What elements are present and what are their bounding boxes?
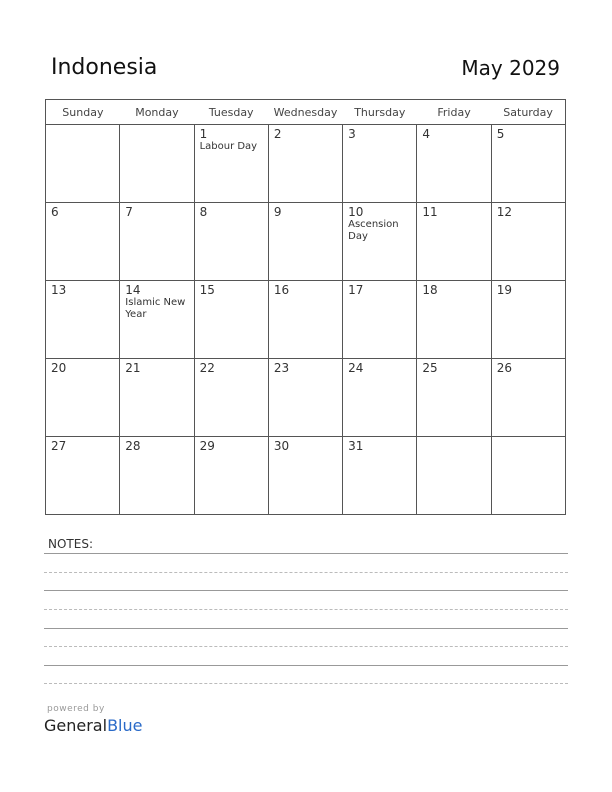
powered-by-text: powered by (47, 704, 105, 714)
day-cell (268, 359, 342, 437)
day-cell (46, 359, 120, 437)
day-cell (343, 437, 417, 515)
day-cell (417, 437, 491, 515)
day-cell (491, 437, 565, 515)
week-row (46, 203, 566, 281)
day-number: 9 (273, 205, 282, 219)
day-cell (491, 359, 565, 437)
day-cell (417, 125, 491, 203)
holiday-label: Islamic New Year (125, 297, 186, 320)
day-number: 1 (199, 127, 208, 141)
month-year-title: May 2029 (461, 56, 560, 80)
day-number: 13 (51, 283, 67, 297)
day-number: 28 (125, 439, 141, 453)
holiday-label: Labour Day (199, 141, 258, 152)
day-cell (194, 359, 268, 437)
notes-line-dashed (44, 646, 568, 647)
brand-blue: Blue (107, 716, 143, 735)
country-title: Indonesia (51, 55, 158, 80)
day-cell (491, 125, 565, 203)
weekday-header: Wednesday (268, 100, 342, 125)
day-cell (491, 203, 565, 281)
day-number: 24 (348, 361, 364, 375)
day-cell (343, 203, 417, 281)
notes-line (44, 665, 568, 666)
week-row (46, 437, 566, 515)
weekday-header: Monday (120, 100, 194, 125)
day-number: 8 (199, 205, 208, 219)
day-number: 14 (125, 283, 141, 297)
day-number: 23 (273, 361, 290, 375)
day-number: 31 (348, 439, 364, 453)
day-cell (268, 203, 342, 281)
day-number: 25 (422, 361, 438, 375)
day-cell (120, 281, 194, 359)
day-number: 29 (199, 439, 215, 453)
day-cell (417, 203, 491, 281)
day-number: 3 (348, 127, 356, 141)
day-number: 4 (422, 127, 431, 141)
day-cell (491, 281, 565, 359)
notes-label: NOTES: (48, 537, 93, 551)
day-number: 30 (273, 439, 290, 453)
day-cell (46, 203, 120, 281)
day-cell (268, 437, 342, 515)
day-cell (268, 281, 342, 359)
day-cell (46, 281, 120, 359)
weekday-header: Sunday (46, 100, 120, 125)
day-cell (120, 437, 194, 515)
day-number: 12 (496, 205, 512, 219)
day-number: 21 (125, 361, 141, 375)
day-cell (120, 359, 194, 437)
day-number: 22 (199, 361, 215, 375)
day-cell (194, 281, 268, 359)
day-number: 16 (273, 283, 290, 297)
day-number: 5 (496, 127, 505, 141)
day-cell (194, 203, 268, 281)
day-number: 15 (199, 283, 215, 297)
day-cell (417, 359, 491, 437)
weekday-header-row (46, 100, 566, 125)
day-number: 17 (348, 283, 364, 297)
day-number: 26 (496, 361, 512, 375)
weekday-header: Saturday (491, 100, 565, 125)
day-number: 18 (422, 283, 438, 297)
notes-line-dashed (44, 683, 568, 684)
day-cell (343, 125, 417, 203)
weekday-header: Tuesday (194, 100, 268, 125)
brand-general: General (44, 716, 108, 735)
week-row (46, 281, 566, 359)
holiday-label: Ascension Day (348, 219, 399, 242)
day-number: 2 (273, 127, 282, 141)
day-cell (120, 125, 194, 203)
notes-line (44, 553, 568, 554)
week-row (46, 125, 566, 203)
day-number: 27 (51, 439, 67, 453)
day-number: 11 (422, 205, 438, 219)
day-cell (120, 203, 194, 281)
week-row (46, 359, 566, 437)
day-cell (46, 125, 120, 203)
day-cell (194, 437, 268, 515)
notes-line-dashed (44, 609, 568, 610)
day-number: 20 (51, 361, 67, 375)
day-cell (343, 359, 417, 437)
calendar-grid (45, 99, 566, 515)
day-number: 6 (51, 205, 59, 219)
day-cell (194, 125, 268, 203)
notes-line (44, 590, 568, 591)
day-cell (46, 437, 120, 515)
notes-line (44, 628, 568, 629)
weekday-header: Friday (417, 100, 491, 125)
day-number: 10 (348, 205, 364, 219)
generalblue-logo (44, 716, 142, 735)
weekday-header: Thursday (343, 100, 417, 125)
notes-line-dashed (44, 572, 568, 573)
day-cell (343, 281, 417, 359)
day-cell (268, 125, 342, 203)
day-number: 7 (125, 205, 133, 219)
day-number: 19 (496, 283, 512, 297)
day-cell (417, 281, 491, 359)
